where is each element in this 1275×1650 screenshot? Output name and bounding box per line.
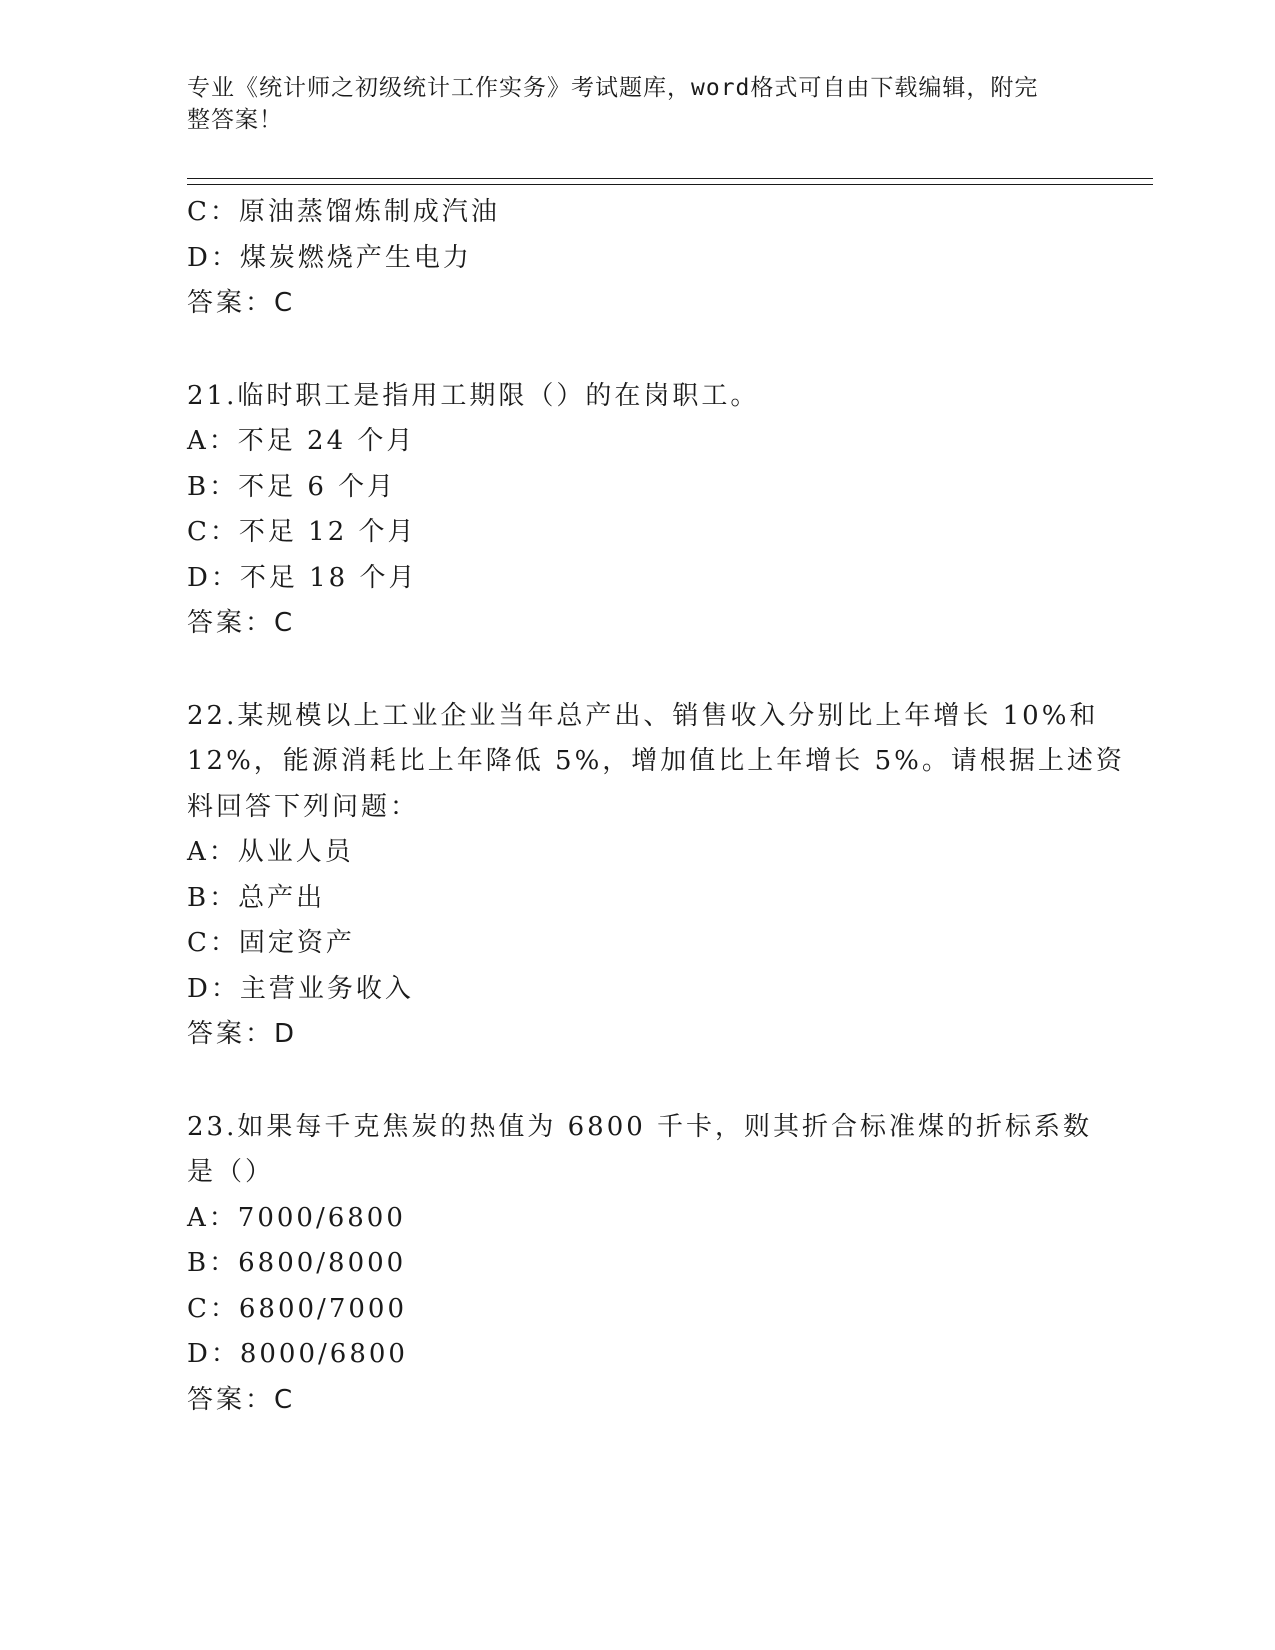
question-23: [187, 1105, 1093, 1424]
spacer: [187, 327, 1087, 374]
option-d: D：不足 18 个月: [187, 562, 418, 593]
option-b: B：总产出: [187, 882, 326, 913]
document-header: [187, 72, 1067, 136]
option-a: A：从业人员: [187, 837, 354, 867]
header-divider-top: [187, 178, 1153, 179]
question-content: [187, 190, 1125, 1423]
option-d: D：主营业务收入: [187, 973, 414, 1004]
option-c: C：不足 12 个月: [187, 517, 417, 547]
option-a: A：7000/6800: [187, 1202, 406, 1233]
question-stem: 22.某规模以上工业企业当年总产出、销售收入分别比上年增长 10%和: [187, 700, 1099, 731]
question-stem: 21.临时职工是指用工期限（）的在岗职工。: [187, 380, 760, 411]
option-c: C：原油蒸馏炼制成汽油: [187, 197, 500, 227]
option-a: A：不足 24 个月: [187, 426, 416, 456]
option-b: B：6800/8000: [187, 1248, 407, 1278]
option-c: C：6800/7000: [187, 1293, 407, 1324]
answer-line: 答案：C: [187, 288, 296, 318]
spacer: [187, 647, 1087, 694]
question-stem: 23.如果每千克焦炭的热值为 6800 千卡，则其折合标准煤的折标系数: [187, 1111, 1093, 1142]
header-divider-bottom: [187, 184, 1153, 185]
option-d: D：8000/6800: [187, 1339, 408, 1369]
spacer: [187, 1058, 1087, 1105]
header-line-2: 整答案！: [187, 107, 283, 133]
question-stem: 是（）: [187, 1157, 275, 1187]
question-22: [187, 694, 1125, 1058]
question-stem: 12%，能源消耗比上年降低 5%，增加值比上年增长 5%。请根据上述资: [187, 746, 1125, 776]
header-line-1: 专业《统计师之初级统计工作实务》考试题库，word格式可自由下载编辑，附完: [187, 75, 1039, 101]
answer-line: 答案：D: [187, 1019, 298, 1049]
question-21: [187, 374, 1087, 647]
answer-line: 答案：C: [187, 608, 296, 638]
option-d: D：煤炭燃烧产生电力: [187, 242, 472, 273]
option-c: C：固定资产: [187, 928, 355, 958]
answer-line: 答案：C: [187, 1384, 296, 1415]
question-stem: 料回答下列问题：: [187, 791, 420, 822]
prev-question-block: [187, 190, 1087, 327]
option-b: B：不足 6 个月: [187, 471, 397, 502]
